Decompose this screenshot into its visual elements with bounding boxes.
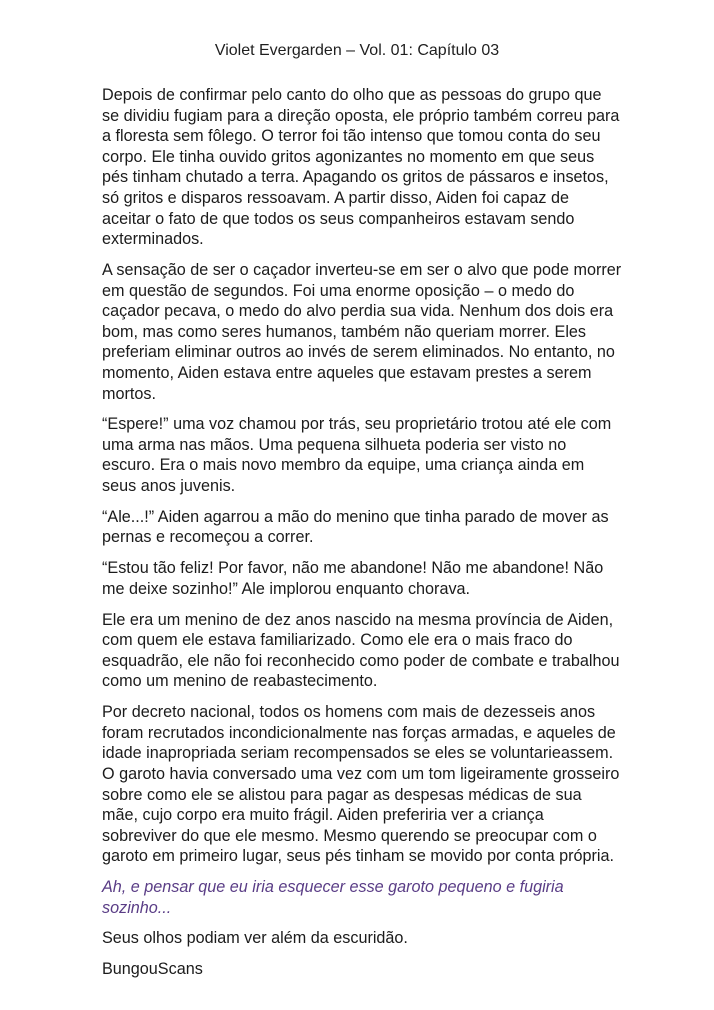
paragraph-5: “Estou tão feliz! Por favor, não me abandone! Não me abandone! Não me deixe sozinho!” Ale implorou enquanto chorava. bbox=[102, 559, 604, 598]
paragraph-7: Por decreto nacional, todos os homens com mais de dezesseis anos foram recrutados incondicionalmente nas forças armadas, e aqueles de idade inapropriada seriam recompensados se eles se voluntarieassem. O garoto havia conversado uma vez com um tom ligeiramente grosseiro sobre como ele se alistou para pagar as despesas médicas de sua mãe, cujo corpo era muito frágil. Aiden preferiria ver a criança sobreviver do que ele mesmo. Mesmo querendo se preocupar com o garoto em primeiro lugar, seus pés tinham se movido por conta própria. bbox=[102, 703, 620, 866]
chapter-body bbox=[102, 85, 622, 990]
paragraph-3: “Espere!” uma voz chamou por trás, seu proprietário trotou até ele com uma arma nas mãos. Uma pequena silhueta poderia ser visto no escuro. Era o mais novo membro da equipe, uma criança ainda em seus anos juvenis. bbox=[102, 415, 612, 496]
page-header-title: Violet Evergarden – Vol. 01: Capítulo 03 bbox=[214, 42, 500, 59]
paragraph-1: Depois de confirmar pelo canto do olho que as pessoas do grupo que se dividiu fugiam para a direção oposta, ele próprio também correu para a floresta sem fôlego. O terror foi tão intenso que tomou conta do seu corpo. Ele tinha ouvido gritos agonizantes no momento em que seus pés tinham chutado a terra. Apagando os gritos de pássaros e insetos, só gritos e disparos ressoavam. A partir disso, Aiden foi capaz de aceitar o fato de que todos os seus companheiros estavam sendo exterminados. bbox=[102, 86, 620, 249]
italic-thought-paragraph: Ah, e pensar que eu iria esquecer esse garoto pequeno e fugiria sozinho... bbox=[102, 878, 564, 917]
paragraph-6: Ele era um menino de dez anos nascido na mesma província de Aiden, com quem ele estava familiarizado. Como ele era o mais fraco do esquadrão, ele não foi reconhecido como poder de combate e trabalhou como um menino de reabastecimento. bbox=[102, 610, 620, 691]
credit-line: BungouScans bbox=[102, 960, 203, 979]
paragraph-9: Seus olhos podiam ver além da escuridão. bbox=[102, 929, 408, 948]
paragraph-4: “Ale...!” Aiden agarrou a mão do menino que tinha parado de mover as pernas e recomeçou a correr. bbox=[102, 507, 609, 547]
paragraph-2: A sensação de ser o caçador inverteu-se em ser o alvo que pode morrer em questão de segundos. Foi uma enorme oposição – o medo do caçador pecava, o medo do alvo perdia sua vida. Nenhum dos dois era bom, mas como seres humanos, também não queriam morrer. Eles preferiam eliminar outros ao invés de serem eliminados. No entanto, no momento, Aiden estava entre aqueles que estavam prestes a serem mortos. bbox=[102, 260, 622, 403]
